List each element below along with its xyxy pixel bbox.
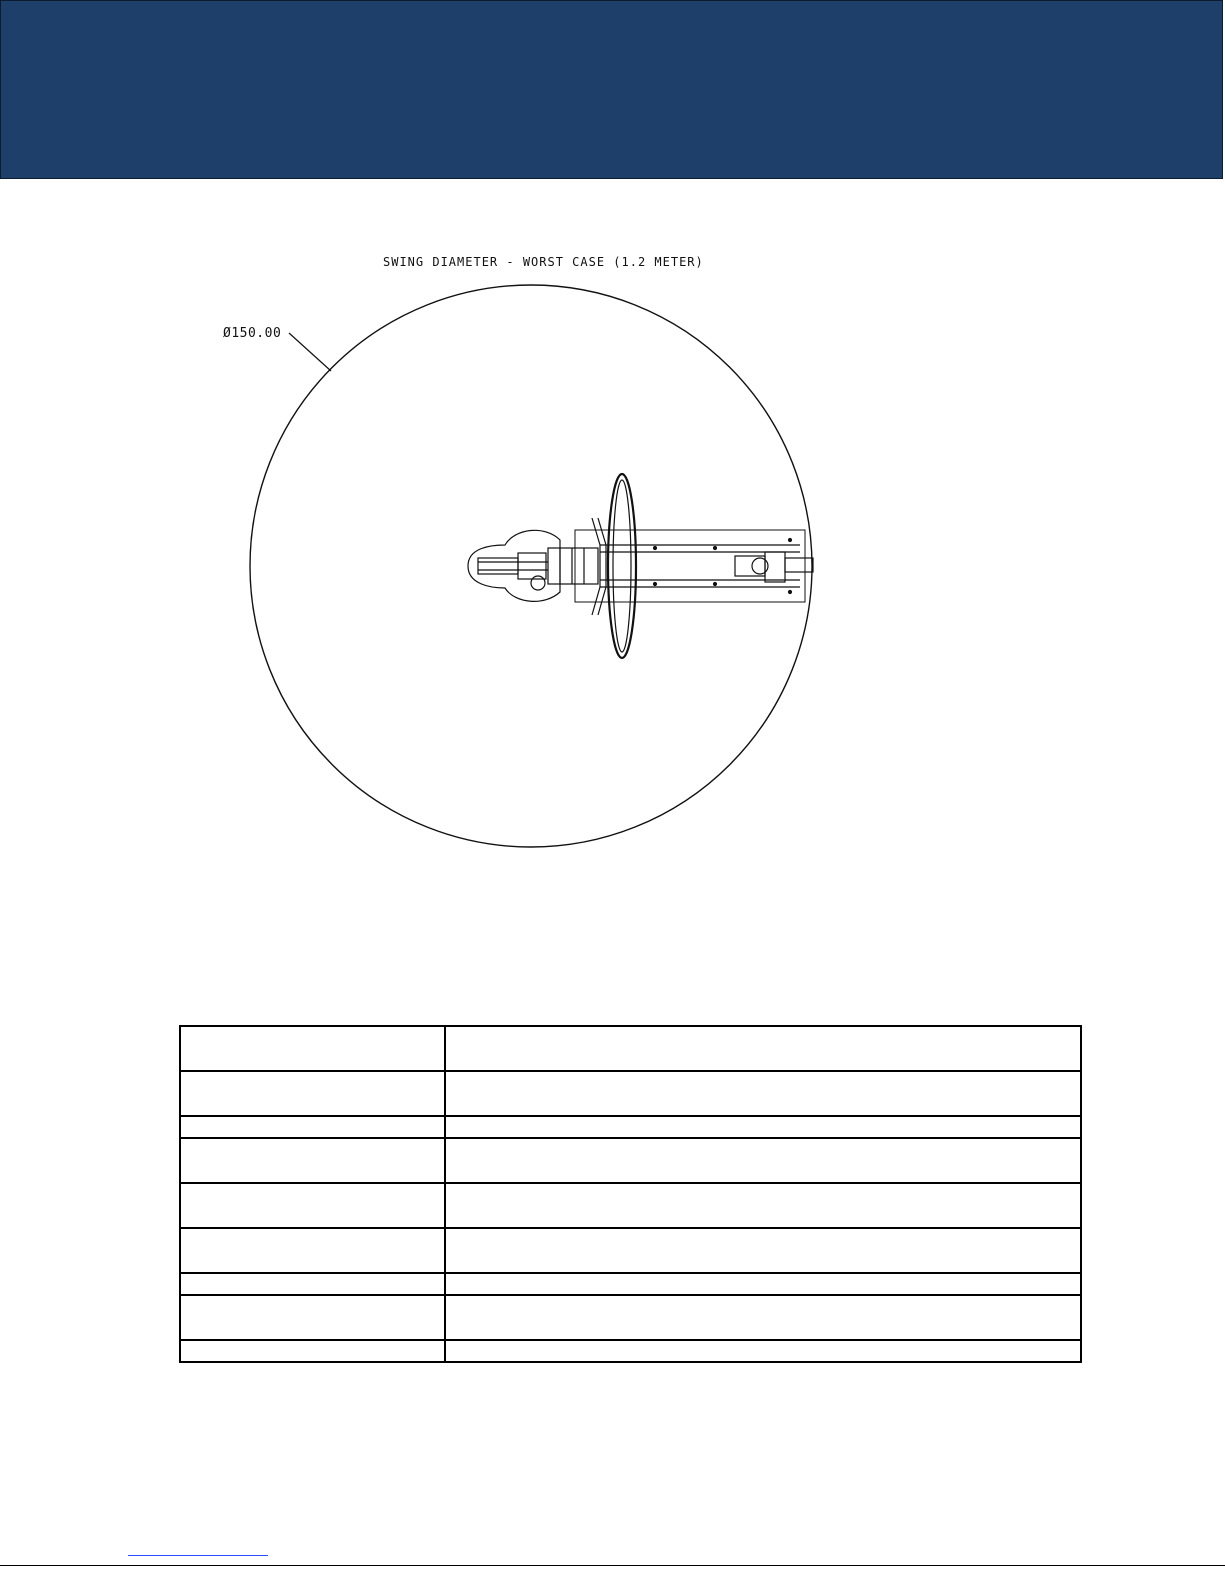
- table-cell-value: [445, 1295, 1081, 1340]
- table-cell-label: [180, 1071, 445, 1116]
- table-cell-value: [445, 1071, 1081, 1116]
- footer-rule: [0, 1565, 1225, 1566]
- table-cell-value: [445, 1183, 1081, 1228]
- table-cell-value: [445, 1273, 1081, 1295]
- table-cell-label: [180, 1273, 445, 1295]
- table-row: [180, 1273, 1081, 1295]
- diameter-label: Ø150.00: [223, 326, 282, 341]
- table-row: [180, 1071, 1081, 1116]
- footer-link[interactable]: [128, 1555, 268, 1556]
- table-cell-label: [180, 1116, 445, 1138]
- drawing-title: SWING DIAMETER - WORST CASE (1.2 METER): [383, 255, 704, 269]
- table-row: [180, 1340, 1081, 1362]
- table-row: [180, 1116, 1081, 1138]
- table-row: [180, 1026, 1081, 1071]
- table-cell-value: [445, 1138, 1081, 1183]
- table-cell-value: [445, 1228, 1081, 1273]
- table-cell-value: [445, 1026, 1081, 1071]
- table-row: [180, 1295, 1081, 1340]
- spec-table: [179, 1025, 1082, 1363]
- table-cell-label: [180, 1026, 445, 1071]
- table-cell-label: [180, 1228, 445, 1273]
- table-cell-label: [180, 1340, 445, 1362]
- table-row: [180, 1228, 1081, 1273]
- table-row: [180, 1183, 1081, 1228]
- table-cell-value: [445, 1116, 1081, 1138]
- table-cell-label: [180, 1295, 445, 1340]
- dimension-leader: [289, 333, 331, 371]
- table-cell-label: [180, 1138, 445, 1183]
- table-cell-value: [445, 1340, 1081, 1362]
- swing-circle: [250, 285, 812, 847]
- table-row: [180, 1138, 1081, 1183]
- antenna-assembly: [468, 474, 813, 658]
- table-cell-label: [180, 1183, 445, 1228]
